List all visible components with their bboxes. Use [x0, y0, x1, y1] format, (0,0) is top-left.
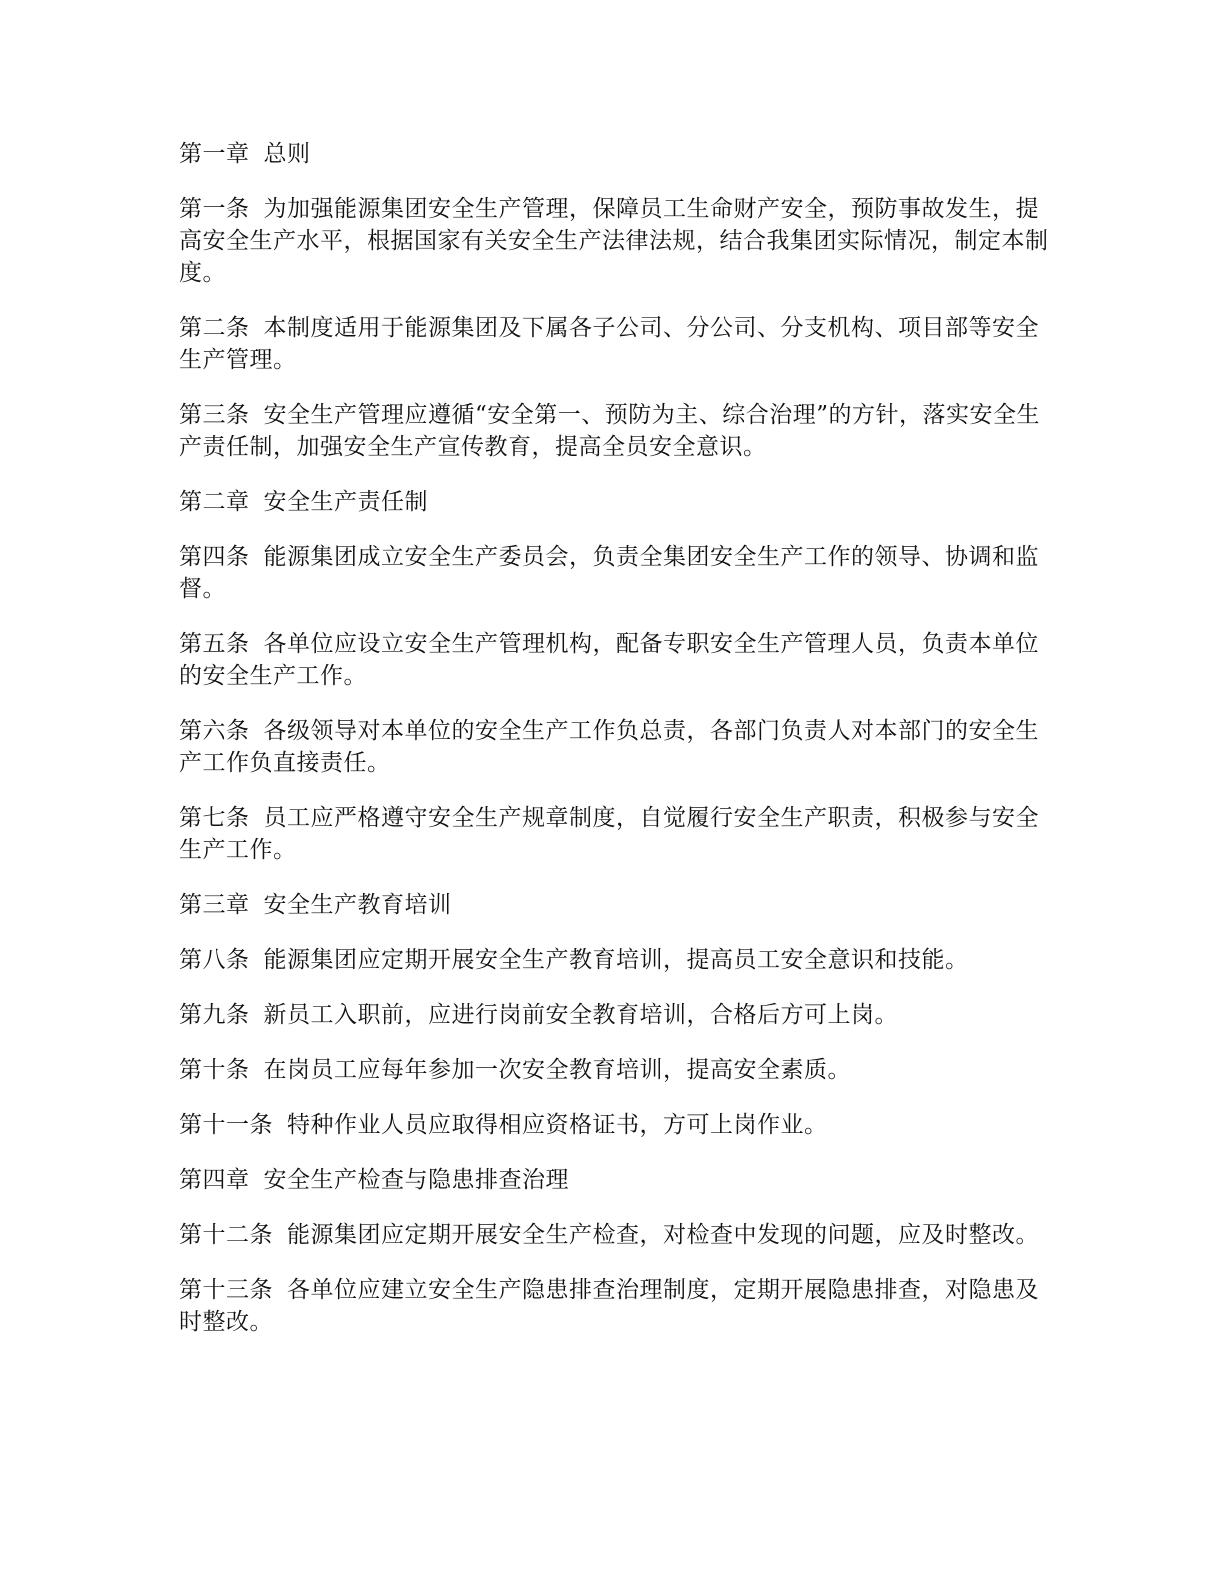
chapter-heading: 第四章 安全生产检查与隐患排查治理 [179, 1167, 569, 1193]
chapter-heading: 第三章 安全生产教育培训 [179, 892, 452, 918]
article-paragraph: 第二条 本制度适用于能源集团及下属各子公司、分公司、分支机构、项目部等安全生产管理。 [179, 315, 1039, 373]
article-paragraph: 第十三条 各单位应建立安全生产隐患排查治理制度，定期开展隐患排查，对隐患及时整改。 [179, 1277, 1039, 1335]
article-paragraph: 第五条 各单位应设立安全生产管理机构，配备专职安全生产管理人员，负责本单位的安全生产工作。 [179, 631, 1039, 689]
chapter-heading: 第一章 总则 [179, 141, 311, 167]
article-paragraph: 第八条 能源集团应定期开展安全生产教育培训，提高员工安全意识和技能。 [179, 947, 969, 973]
chapter-heading: 第二章 安全生产责任制 [179, 489, 428, 515]
article-paragraph: 第三条 安全生产管理应遵循“安全第一、预防为主、综合治理”的方针，落实安全生产责任制，加强安全生产宣传教育，提高全员安全意识。 [179, 402, 1041, 460]
article-paragraph: 第十条 在岗员工应每年参加一次安全教育培训，提高安全素质。 [179, 1057, 851, 1083]
article-paragraph: 第四条 能源集团成立安全生产委员会，负责全集团安全生产工作的领导、协调和监督。 [179, 544, 1039, 602]
article-paragraph: 第一条 为加强能源集团安全生产管理，保障员工生命财产安全，预防事故发生，提高安全生产水平，根据国家有关安全生产法律法规，结合我集团实际情况，制定本制度。 [179, 196, 1049, 286]
article-paragraph: 第七条 员工应严格遵守安全生产规章制度，自觉履行安全生产职责，积极参与安全生产工作。 [179, 805, 1039, 863]
article-paragraph: 第九条 新员工入职前，应进行岗前安全教育培训，合格后方可上岗。 [179, 1002, 898, 1028]
article-paragraph: 第十二条 能源集团应定期开展安全生产检查，对检查中发现的问题，应及时整改。 [179, 1222, 1039, 1248]
document-page [179, 138, 1049, 1361]
article-paragraph: 第六条 各级领导对本单位的安全生产工作负总责，各部门负责人对本部门的安全生产工作负直接责任。 [179, 718, 1039, 776]
article-paragraph: 第十一条 特种作业人员应取得相应资格证书，方可上岗作业。 [179, 1112, 828, 1138]
